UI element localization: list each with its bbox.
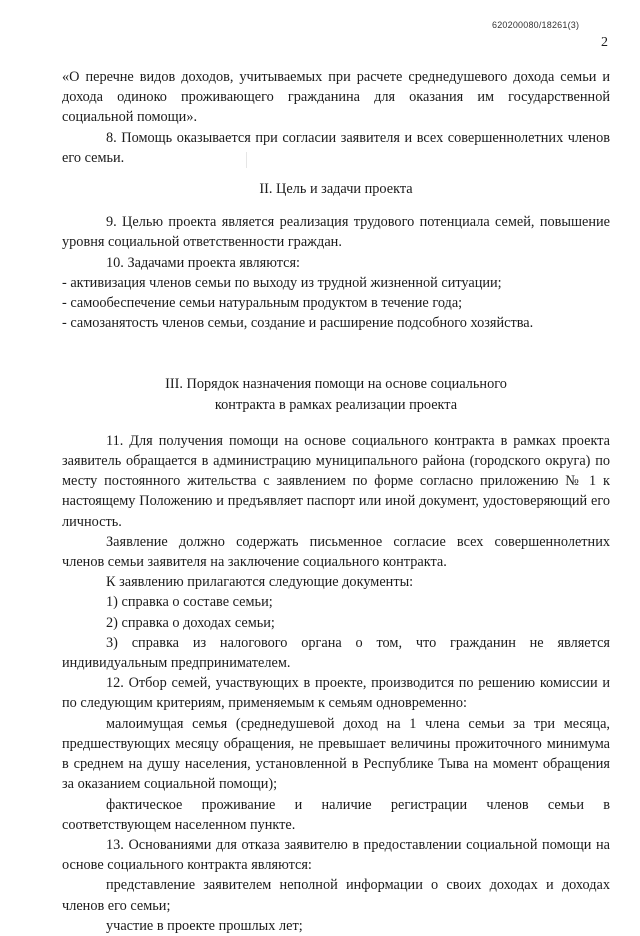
list-item: 3) справка из налогового органа о том, что гражданин не является индивидуальным предпринимателем. [62,634,610,672]
section-heading-2: II. Цель и задачи проекта [259,181,413,198]
document-code: 620200080/18261(3) [492,20,580,30]
paragraph-documents: К заявлению прилагаются следующие документы: [106,574,414,591]
paragraph-11: 11. Для получения помощи на основе социального контракта в рамках проекта заявитель обращается в администрацию муниципального района (городского округа) по месту постоянного жительства с заявлением по форме согласно приложению № 1 к настоящему Положению и предъявляет паспорт или иной документ, удостоверяющий его личность. [62,432,610,530]
criterion-low-income: малоимущая семья (среднедушевой доход на 1 члена семьи за три месяца, предшествующих месяцу обращения, не превышает величины прожиточного минимума в среднем на душу населения, установленной в Республике Тыва на момент обращения за оказанием социальной помощи); [62,715,610,793]
list-item: - активизация членов семьи по выходу из трудной жизненной ситуации; [62,274,502,291]
list-item: - самозанятость членов семьи, создание и расширение подсобного хозяйства. [62,315,534,332]
page-number: 2 [601,35,608,50]
paragraph-8: 8. Помощь оказывается при согласии заявителя и всех совершеннолетних членов его семьи. [62,129,610,166]
criterion-residence: фактическое проживание и наличие регистрации членов семьи в соответствующем населенном пункте. [62,796,610,833]
paragraph-13: 13. Основаниями для отказа заявителю в предоставлении социальной помощи на основе социального контракта являются: [62,836,610,874]
list-item: 2) справка о доходах семьи; [106,614,275,631]
list-item: 1) справка о составе семьи; [106,594,273,611]
refusal-reason: участие в проекте прошлых лет; [106,917,303,934]
section-heading-3-line2: контракта в рамках реализации проекта [214,396,458,413]
refusal-reason: представление заявителем неполной информации о своих доходах и доходах членов его семьи; [62,877,610,914]
document-body [62,67,610,936]
paragraph-9: 9. Целью проекта является реализация трудового потенциала семей, повышение уровня социальной ответственности граждан. [62,214,610,251]
paragraph-10: 10. Задачами проекта являются: [106,254,301,271]
paragraph-12: 12. Отбор семей, участвующих в проекте, производится по решению комиссии и по следующим критериям, применяемым к семьям одновременно: [62,675,610,712]
paragraph-decree-title: «О перечне видов доходов, учитываемых при расчете среднедушевого дохода семьи и дохода одиноко проживающего гражданина для оказания им государственной социальной помощи». [62,69,610,126]
section-heading-3-line1: III. Порядок назначения помощи на основе социального [165,376,507,393]
paragraph-consent: Заявление должно содержать письменное согласие всех совершеннолетних членов семьи заявителя на заключение социального контракта. [62,533,610,571]
list-item: - самообеспечение семьи натуральным продуктом в течение года; [62,295,463,312]
